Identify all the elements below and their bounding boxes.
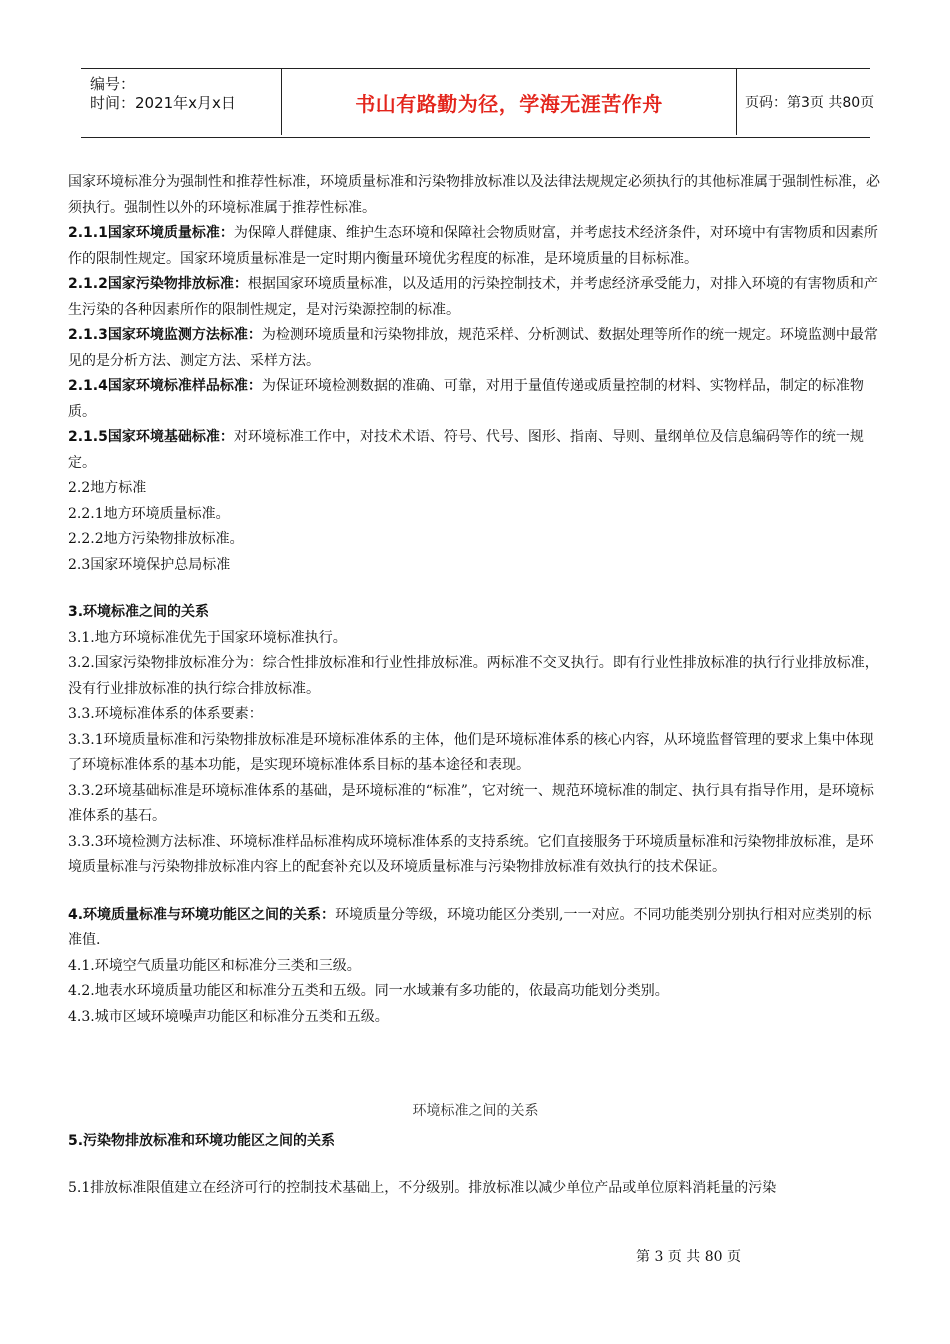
document-number-label: 编号：: [90, 75, 136, 93]
centered-title: 环境标准之间的关系: [412, 1103, 539, 1119]
header-page-number: 页码：第3页 共80页: [745, 95, 875, 111]
paragraph-2-1-5: [68, 425, 883, 476]
page-footer: 第 3 页 共 80 页: [636, 1249, 741, 1265]
paragraph: 3.1.地方环境标准优先于国家环境标准执行。: [68, 629, 347, 646]
header-meta: [81, 69, 281, 137]
paragraph-2-1-3: [68, 323, 883, 374]
paragraph-text: 为保障人群健康、维护生态环境和保障社会物质财富，并考虑技术经济条件，对环境中有害物质和因素所作的限制性规定。国家环境质量标准是一定时期内衡量环境优劣程度的标准，是环境质量的目标标准。: [68, 225, 878, 267]
section-5-title: 5.污染物排放标准和环境功能区之间的关系: [68, 1132, 336, 1149]
paragraph-2-1-2: [68, 272, 883, 323]
paragraph: 3.2.国家污染物排放标准分为：综合性排放标准和行业性排放标准。两标准不交叉执行。即有行业性排放标准的执行行业排放标准，没有行业排放标准的执行综合排放标准。: [68, 655, 879, 697]
spacer: [68, 881, 883, 903]
section-4-paragraph: [68, 903, 883, 954]
header-motto: 书山有路勤为径，学海无涯苦作舟: [355, 91, 663, 116]
section-heading: 2.1.2国家污染物排放标准：: [68, 276, 248, 292]
paragraph-text: 环境质量分等级，环境功能区分类别,一一对应。不同功能类别分别执行相对应类别的标准值.: [68, 906, 872, 948]
section-heading: 2.1.1国家环境质量标准：: [68, 225, 234, 241]
paragraph: 3.3.3环境检测方法标准、环境标准样品标准构成环境标准体系的支持系统。它们直接服务于环境质量标准和污染物排放标准，是环境质量标准与污染物排放标准内容上的配套补充以及环境质量标准与污染物排放标准有效执行的技术保证。: [68, 833, 874, 875]
spacer: [68, 1030, 883, 1099]
paragraph-2-1-1: [68, 221, 883, 272]
paragraph: 3.3.2环境基础标准是环境标准体系的基础，是环境标准的“标准”，它对统一、规范环境标准的制定、执行具有指导作用，是环境标准体系的基石。: [68, 782, 874, 824]
paragraph-2-1-4: [68, 374, 883, 425]
section-heading: 2.1.5国家环境基础标准：: [68, 429, 234, 445]
paragraph-text: 对环境标准工作中，对技术术语、符号、代号、图形、指南、导则、量纲单位及信息编码等作的统一规定。: [68, 429, 864, 471]
paragraph: 4.1.环境空气质量功能区和标准分三类和三级。: [68, 957, 361, 974]
paragraph: 2.2.1地方环境质量标准。: [68, 505, 230, 522]
spacer: [68, 1154, 883, 1176]
paragraph: 2.2地方标准: [68, 480, 147, 496]
section-4-title: 4.环境质量标准与环境功能区之间的关系：: [68, 906, 336, 923]
header-motto-cell: [281, 69, 737, 135]
document-date: 时间：2021年x月x日: [90, 94, 236, 112]
paragraph: 4.2.地表水环境质量功能区和标准分五类和五级。同一水域兼有多功能的，依最高功能划分类别。: [68, 983, 669, 999]
paragraph: 国家环境标准分为强制性和推荐性标准，环境质量标准和污染物排放标准以及法律法规规定必须执行的其他标准属于强制性标准，必须执行。强制性以外的环境标准属于推荐性标准。: [68, 174, 880, 216]
paragraph-text: 为检测环境质量和污染物排放，规范采样、分析测试、数据处理等所作的统一规定。环境监测中最常见的是分析方法、测定方法、采样方法。: [68, 327, 878, 369]
paragraph: 3.3.1环境质量标准和污染物排放标准是环境标准体系的主体，他们是环境标准体系的核心内容，从环境监督管理的要求上集中体现了环境标准体系的基本功能，是实现环境标准体系目标的基本途径和表现。: [68, 731, 874, 773]
section-heading: 2.1.3国家环境监测方法标准：: [68, 327, 262, 343]
paragraph: 2.2.2地方污染物排放标准。: [68, 531, 244, 547]
page-header: [81, 68, 875, 138]
paragraph: 4.3.城市区域环境噪声功能区和标准分五类和五级。: [68, 1008, 389, 1025]
section-heading: 2.1.4国家环境标准样品标准：: [68, 378, 262, 394]
section-3-title: 3.环境标准之间的关系: [68, 604, 210, 620]
paragraph-text: 为保证环境检测数据的准确、可靠，对用于量值传递或质量控制的材料、实物样品，制定的标准物质。: [68, 378, 864, 420]
paragraph: 3.3.环境标准体系的体系要素：: [68, 706, 263, 722]
spacer: [68, 578, 883, 600]
document-body: [68, 170, 883, 1202]
paragraph-text: 根据国家环境质量标准，以及适用的污染控制技术，并考虑经济承受能力，对排入环境的有害物质和产生污染的各种因素所作的限制性规定，是对污染源控制的标准。: [68, 276, 878, 318]
paragraph: 2.3国家环境保护总局标准: [68, 556, 231, 573]
paragraph: 5.1排放标准限值建立在经济可行的控制技术基础上，不分级别。排放标准以减少单位产品或单位原料消耗量的污染: [68, 1180, 777, 1196]
